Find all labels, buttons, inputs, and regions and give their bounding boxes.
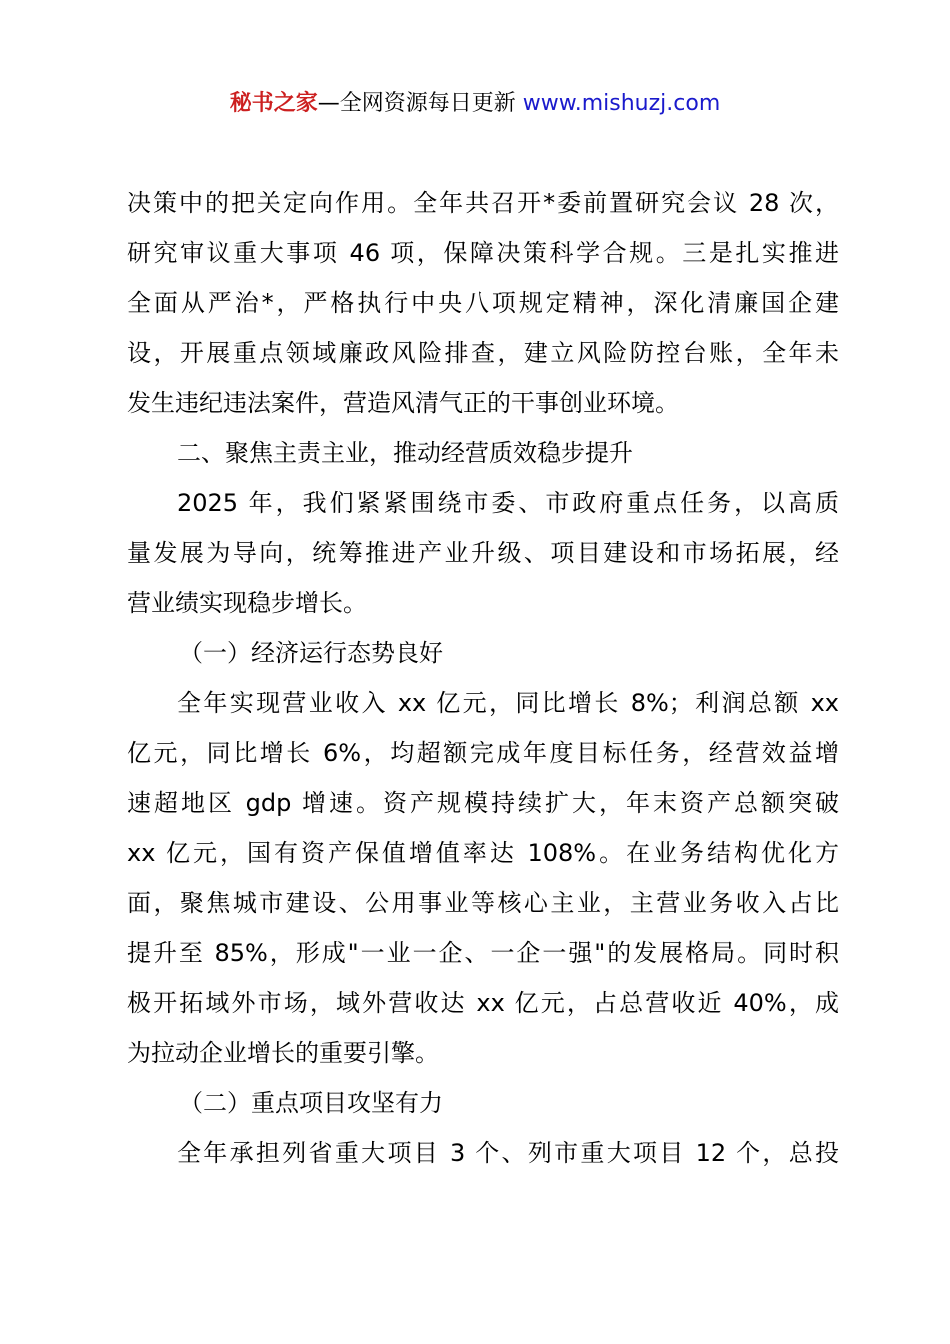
text-line: 亿元，同比增长 6%，均超额完成年度目标任务，经营效益增 [127,739,839,767]
subsection-heading: （一）经济运行态势良好 [179,639,443,667]
text-line: xx 亿元，国有资产保值增值率达 108%。在业务结构优化方 [127,839,839,867]
paragraph-business-overview [127,478,839,628]
page-header [0,86,950,122]
text-line: 发生违纪违法案件，营造风清气正的干事创业环境。 [127,389,679,417]
text-line: 设，开展重点领域廉政风险排查，建立风险防控台账，全年未 [127,339,839,367]
site-url-link[interactable]: www.mishuzj.com [522,91,721,116]
text-line: 研究审议重大事项 46 项，保障决策科学合规。三是扎实推进 [127,239,839,267]
text-line: 全年实现营业收入 xx 亿元，同比增长 8%；利润总额 xx [177,689,839,717]
text-line: 极开拓域外市场，域外营收达 xx 亿元，占总营收近 40%，成 [127,989,839,1017]
text-line: 速超地区 gdp 增速。资产规模持续扩大，年末资产总额突破 [127,789,839,817]
paragraph-economic-performance [127,678,839,1078]
text-line: 营业绩实现稳步增长。 [127,589,367,617]
section-heading: 二、聚焦主责主业，推动经营质效稳步提升 [177,439,633,467]
document-body [127,178,839,1178]
paragraph-key-projects [127,1128,839,1178]
text-line: 提升至 85%，形成"一业一企、一企一强"的发展格局。同时积 [127,939,839,967]
text-line: 全年承担列省重大项目 3 个、列市重大项目 12 个，总投 [177,1139,839,1167]
paragraph-party-building [127,178,839,428]
header-tagline: —全网资源每日更新 [317,91,523,116]
text-line: 为拉动企业增长的重要引擎。 [127,1039,439,1067]
text-line: 全面从严治*，严格执行中央八项规定精神，深化清廉国企建 [127,289,839,317]
text-line: 面，聚焦城市建设、公用事业等核心主业，主营业务收入占比 [127,889,839,917]
text-line: 2025 年，我们紧紧围绕市委、市政府重点任务，以高质 [177,489,839,517]
brand-name: 秘书之家 [229,91,318,116]
subsection-heading: （二）重点项目攻坚有力 [179,1089,443,1117]
text-line: 决策中的把关定向作用。全年共召开*委前置研究会议 28 次， [127,189,839,217]
text-line: 量发展为导向，统筹推进产业升级、项目建设和市场拓展，经 [127,539,839,567]
